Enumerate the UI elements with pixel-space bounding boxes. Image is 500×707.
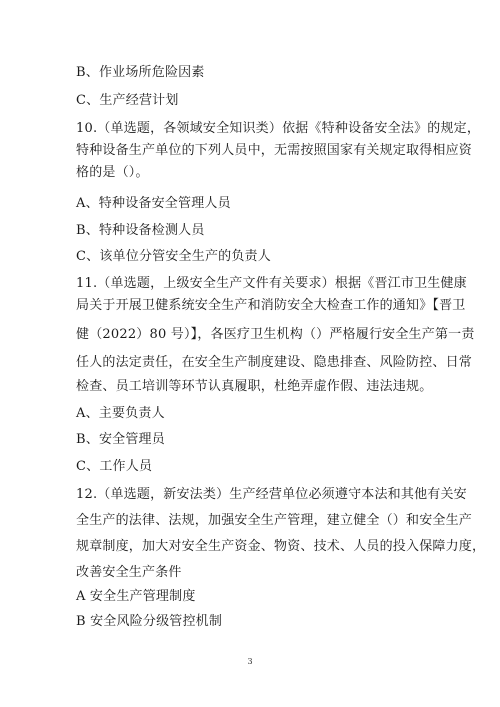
question-line: 11.（单选题，上级安全生产文件有关要求）根据《晋江市卫生健康 [76,276,467,291]
question-line: 检查、员工培训等环节认真履职，杜绝弄虚作假、违法违规。 [76,379,433,394]
option-line: A、特种设备安全管理人员 [76,196,231,211]
question-line: 特种设备生产单位的下列人员中，无需按照国家有关规定取得相应资 [76,143,473,158]
option-line: C、生产经营计划 [76,93,179,108]
question-line: 格的是（）。 [76,165,149,180]
option-line: B 安全风险分级管控机制 [76,614,223,629]
question-line: 12.（单选题，新安法类）生产经营单位必须遵守本法和其他有关安 [76,487,467,502]
question-line: 健（2022）80 号）】，各医疗卫生机构（）严格履行安全生产第一责 [76,327,475,342]
option-line: B、作业场所危险因素 [76,65,205,80]
question-line: 全生产的法律、法规，加强安全生产管理，建立健全（）和安全生产 [76,513,473,528]
option-line: B、安全管理员 [76,432,165,447]
option-line: C、工作人员 [76,459,153,474]
page-number: 3 [247,657,253,666]
question-line: 局关于开展卫健系统安全生产和消防安全大检查工作的通知》【晋卫 [76,298,466,313]
question-line: 改善安全生产条件 [76,565,182,580]
question-line: 任人的法定责任，在安全生产制度建设、隐患排查、风险防控、日常 [76,355,473,370]
option-line: A、主要负责人 [76,406,165,421]
question-line: 10.（单选题，各领域安全知识类）依据《特种设备安全法》的规定， [76,121,481,136]
question-line: 规章制度，加大对安全生产资金、物资、技术、人员的投入保障力度， [76,539,486,554]
option-line: C、该单位分管安全生产的负责人 [76,249,271,264]
option-line: A 安全生产管理制度 [76,589,196,604]
option-line: B、特种设备检测人员 [76,223,205,238]
